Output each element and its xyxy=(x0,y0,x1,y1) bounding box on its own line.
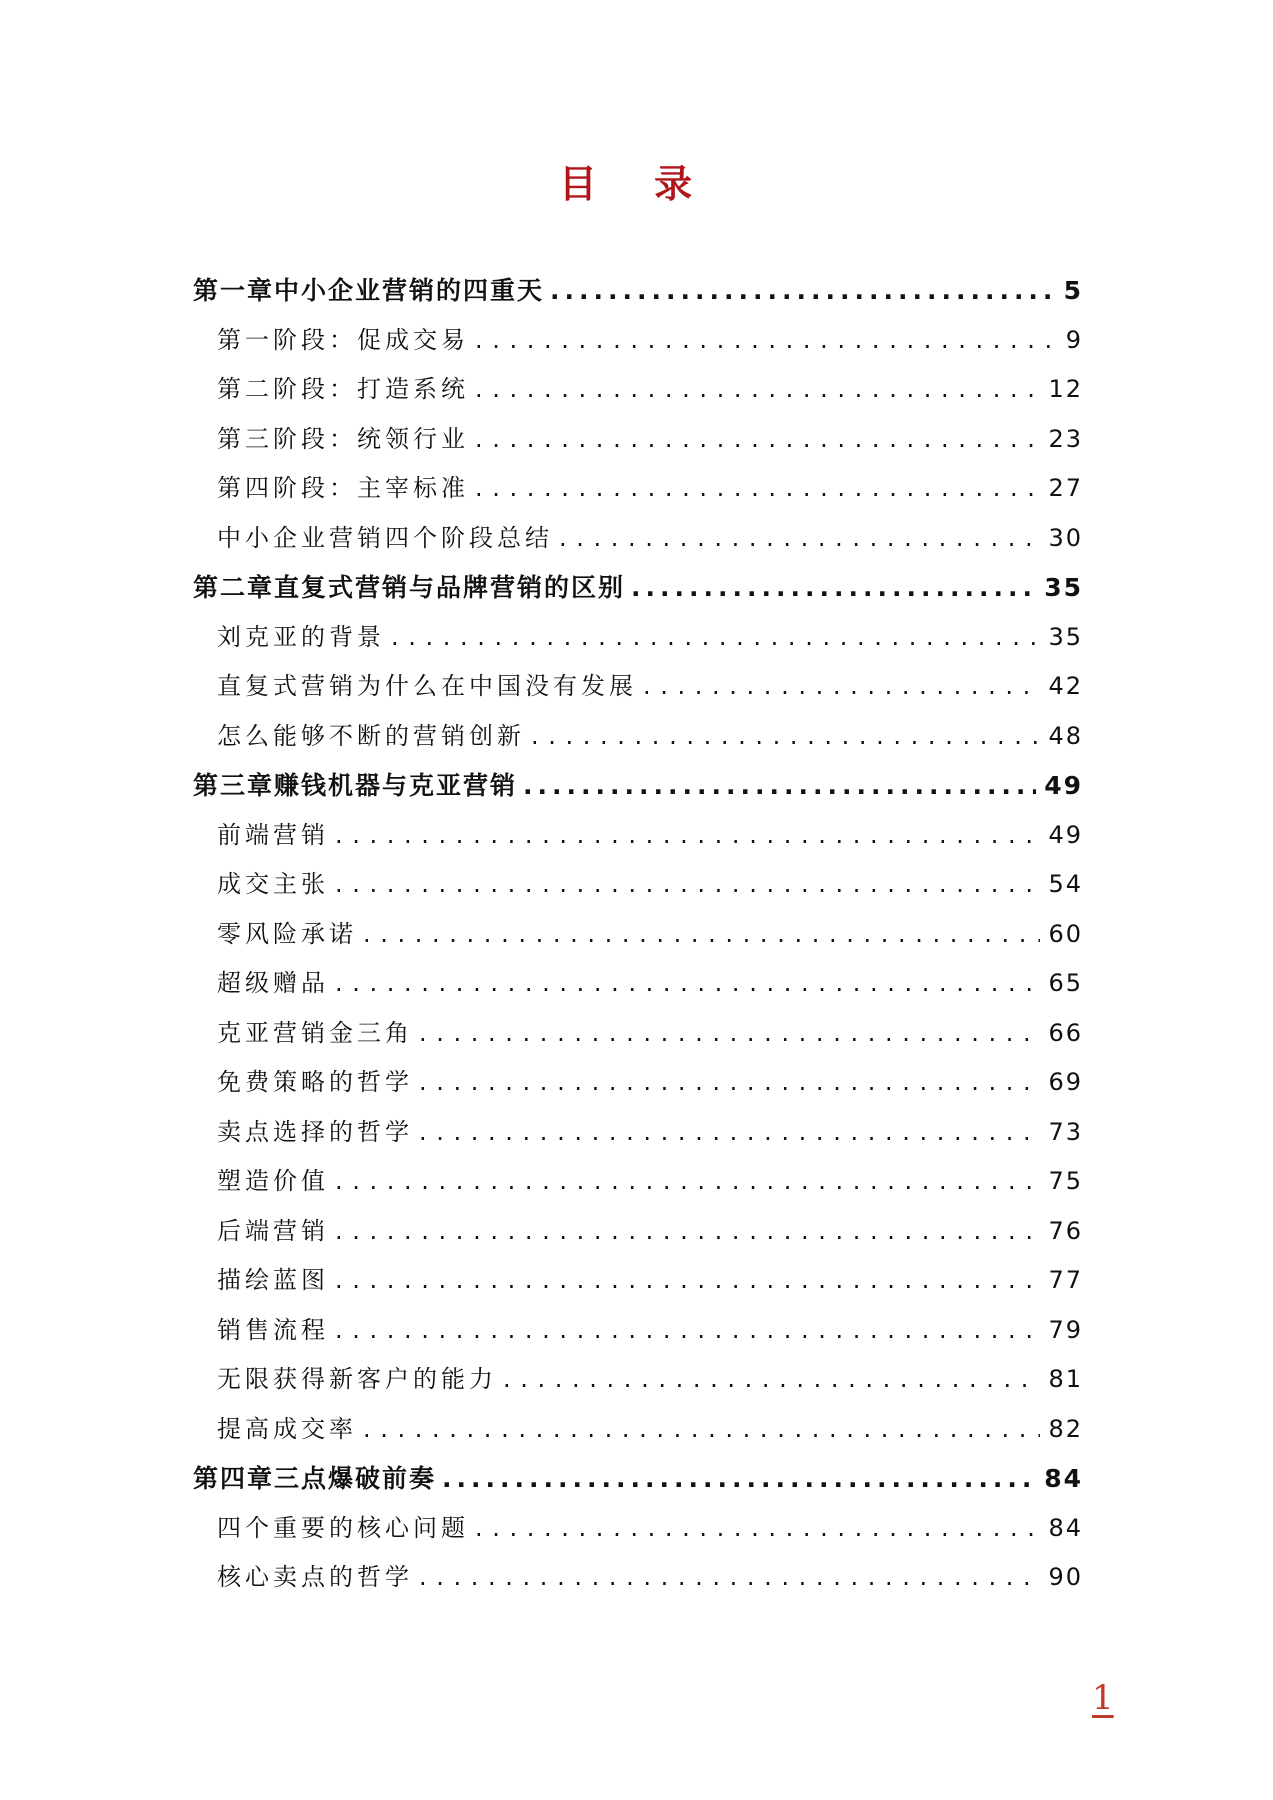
toc-entry-title: 三点爆破前奏 xyxy=(274,1464,437,1493)
toc-entry-title: 销售流程 xyxy=(217,1315,329,1344)
toc-entry-page: 54 xyxy=(1048,870,1083,898)
toc-entry-title: 直复式营销为什么在中国没有发展 xyxy=(217,672,637,700)
toc-entry-page: 84 xyxy=(1044,1464,1083,1493)
dot-leader xyxy=(475,365,1040,415)
dot-leader xyxy=(442,1454,1036,1504)
toc-section-entry[interactable] xyxy=(193,811,1083,861)
toc-entry-title: 第三阶段：统领行业 xyxy=(217,424,469,453)
toc-entry-page: 9 xyxy=(1065,325,1083,354)
toc-entry-page: 30 xyxy=(1048,523,1083,552)
toc-section-entry[interactable] xyxy=(193,1058,1083,1108)
toc-section-entry[interactable] xyxy=(193,1306,1083,1356)
toc-section-entry[interactable] xyxy=(193,1355,1083,1405)
toc-section-entry[interactable] xyxy=(193,464,1083,514)
toc-entry-page: 82 xyxy=(1048,1414,1083,1443)
toc-section-entry[interactable] xyxy=(193,910,1083,960)
dot-leader xyxy=(335,1256,1040,1306)
toc-section-entry[interactable] xyxy=(193,613,1083,663)
toc-chapter-number: 第二章 xyxy=(193,573,275,602)
dot-leader xyxy=(531,712,1040,762)
dot-leader xyxy=(335,1157,1040,1207)
dot-leader xyxy=(363,1405,1040,1455)
toc-chapter-entry[interactable] xyxy=(193,266,1083,316)
toc-section-entry[interactable] xyxy=(193,712,1083,762)
toc-entry-page: 66 xyxy=(1048,1018,1083,1047)
toc-entry-page: 84 xyxy=(1048,1513,1083,1542)
dot-leader xyxy=(335,959,1040,1009)
toc-entry-title: 核心卖点的哲学 xyxy=(217,1563,413,1591)
toc-entry-page: 77 xyxy=(1048,1266,1083,1294)
toc-entry-title: 第一阶段：促成交易 xyxy=(217,325,469,354)
toc-entry-title: 赚钱机器与克亚营销 xyxy=(274,771,518,800)
dot-leader xyxy=(419,1058,1040,1108)
toc-section-entry[interactable] xyxy=(193,662,1083,712)
toc-entry-title: 克亚营销金三角 xyxy=(217,1018,413,1047)
toc-entry-page: 81 xyxy=(1048,1365,1083,1393)
toc-chapter-number: 第四章 xyxy=(193,1464,275,1493)
toc-entry-page: 79 xyxy=(1048,1315,1083,1344)
toc-entry-title: 免费策略的哲学 xyxy=(217,1068,413,1096)
toc-section-entry[interactable] xyxy=(193,1009,1083,1059)
dot-leader xyxy=(363,910,1040,960)
toc-entry-title: 第四阶段：主宰标准 xyxy=(217,474,469,502)
toc-entry-title: 中小企业营销的四重天 xyxy=(274,276,545,305)
dot-leader xyxy=(335,1306,1040,1356)
toc-entry-title: 怎么能够不断的营销创新 xyxy=(217,721,525,750)
toc-entry-title: 前端营销 xyxy=(217,820,329,849)
toc-section-entry[interactable] xyxy=(193,415,1083,465)
dot-leader xyxy=(550,266,1056,316)
page-number: 1 xyxy=(1092,1678,1114,1718)
dot-leader xyxy=(335,811,1040,861)
toc-entry-page: 60 xyxy=(1048,919,1083,948)
toc-entry-title: 描绘蓝图 xyxy=(217,1266,329,1294)
dot-leader xyxy=(559,514,1040,564)
dot-leader xyxy=(419,1009,1040,1059)
toc-entry-title: 四个重要的核心问题 xyxy=(217,1513,469,1542)
toc-chapter-number: 第一章 xyxy=(193,276,275,305)
table-of-contents xyxy=(193,266,1083,1603)
dot-leader xyxy=(419,1553,1040,1603)
dot-leader xyxy=(475,1504,1040,1554)
toc-entry-title: 卖点选择的哲学 xyxy=(217,1117,413,1146)
dot-leader xyxy=(503,1355,1040,1405)
toc-section-entry[interactable] xyxy=(193,1108,1083,1158)
toc-section-entry[interactable] xyxy=(193,316,1083,366)
toc-section-entry[interactable] xyxy=(193,1553,1083,1603)
toc-entry-title: 塑造价值 xyxy=(217,1167,329,1195)
toc-section-entry[interactable] xyxy=(193,1405,1083,1455)
toc-entry-page: 49 xyxy=(1044,771,1083,800)
dot-leader xyxy=(631,563,1036,613)
dot-leader xyxy=(475,316,1058,366)
toc-entry-page: 69 xyxy=(1048,1068,1083,1096)
toc-entry-page: 27 xyxy=(1048,474,1083,502)
toc-entry-title: 后端营销 xyxy=(217,1216,329,1245)
toc-entry-page: 12 xyxy=(1048,375,1083,403)
toc-entry-title: 零风险承诺 xyxy=(217,919,357,948)
toc-entry-page: 42 xyxy=(1048,672,1083,700)
toc-entry-page: 76 xyxy=(1048,1216,1083,1245)
toc-entry-page: 49 xyxy=(1048,820,1083,849)
toc-section-entry[interactable] xyxy=(193,1157,1083,1207)
toc-entry-title: 刘克亚的背景 xyxy=(217,622,385,651)
dot-leader xyxy=(419,1108,1040,1158)
toc-section-entry[interactable] xyxy=(193,1207,1083,1257)
toc-section-entry[interactable] xyxy=(193,1504,1083,1554)
toc-entry-page: 75 xyxy=(1048,1167,1083,1195)
toc-entry-page: 5 xyxy=(1063,276,1083,305)
toc-entry-page: 90 xyxy=(1048,1563,1083,1591)
toc-section-entry[interactable] xyxy=(193,959,1083,1009)
dot-leader xyxy=(391,613,1040,663)
toc-entry-page: 48 xyxy=(1048,721,1083,750)
toc-section-entry[interactable] xyxy=(193,860,1083,910)
toc-chapter-entry[interactable] xyxy=(193,563,1083,613)
toc-entry-page: 73 xyxy=(1048,1117,1083,1146)
dot-leader xyxy=(523,761,1036,811)
toc-entry-page: 65 xyxy=(1048,969,1083,997)
dot-leader xyxy=(335,1207,1040,1257)
toc-section-entry[interactable] xyxy=(193,1256,1083,1306)
toc-entry-title: 无限获得新客户的能力 xyxy=(217,1365,497,1393)
toc-chapter-entry[interactable] xyxy=(193,761,1083,811)
toc-entry-title: 直复式营销与品牌营销的区别 xyxy=(274,573,626,602)
toc-entry-page: 35 xyxy=(1044,573,1083,602)
toc-entry-title: 提高成交率 xyxy=(217,1414,357,1443)
dot-leader xyxy=(643,662,1040,712)
toc-entry-page: 35 xyxy=(1048,622,1083,651)
page-title: 目 录 xyxy=(558,162,715,206)
toc-entry-title: 超级赠品 xyxy=(217,969,329,997)
toc-entry-title: 中小企业营销四个阶段总结 xyxy=(217,523,553,552)
toc-chapter-entry[interactable] xyxy=(193,1454,1083,1504)
dot-leader xyxy=(475,464,1040,514)
dot-leader xyxy=(475,415,1040,465)
toc-entry-title: 成交主张 xyxy=(217,870,329,898)
toc-chapter-number: 第三章 xyxy=(193,771,275,800)
toc-entry-page: 23 xyxy=(1048,424,1083,453)
toc-entry-title: 第二阶段：打造系统 xyxy=(217,375,469,403)
toc-section-entry[interactable] xyxy=(193,365,1083,415)
dot-leader xyxy=(335,860,1040,910)
toc-section-entry[interactable] xyxy=(193,514,1083,564)
